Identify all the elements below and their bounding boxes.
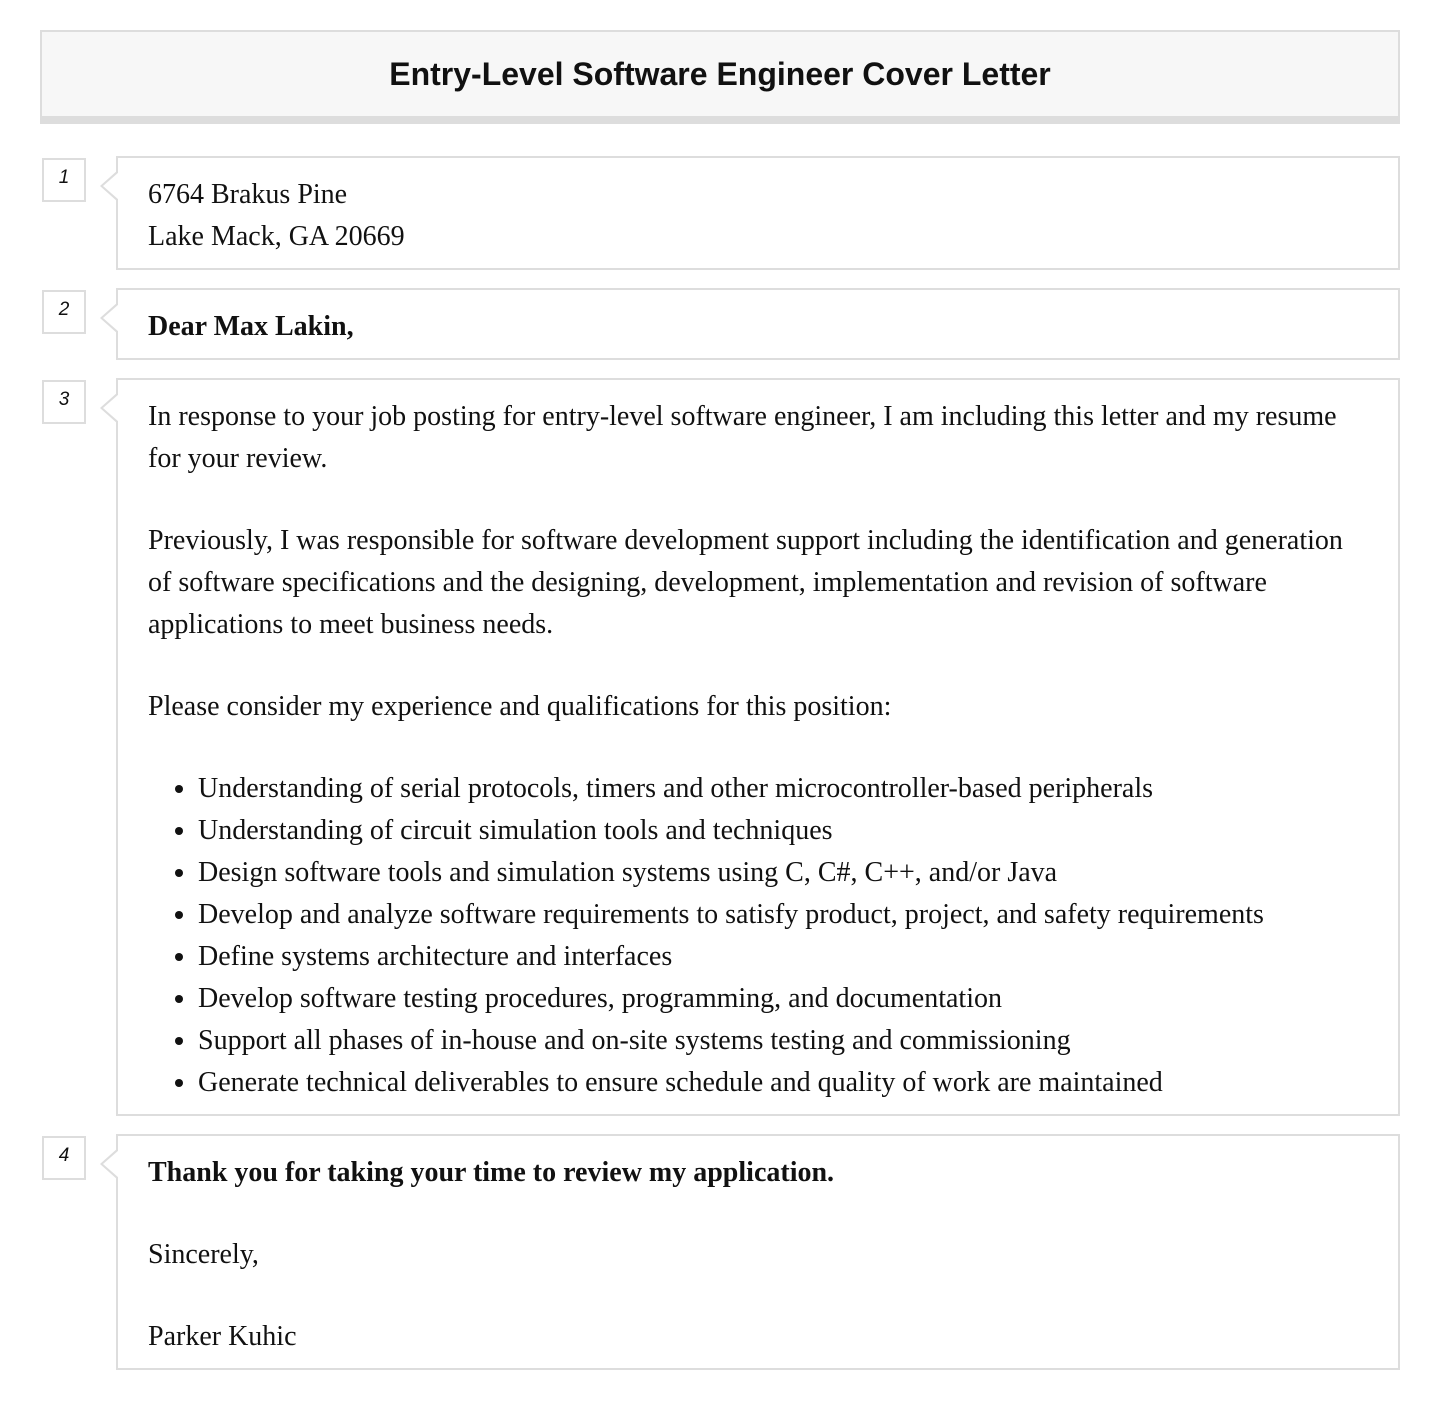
list-item: • Develop and analyze software requirements to satisfy product, project, and safety requirements	[198, 894, 1368, 936]
address-line-2: Lake Mack, GA 20669	[148, 221, 405, 252]
list-item: • Understanding of circuit simulation tools and techniques	[198, 810, 1368, 852]
intro-paragraph: In response to your job posting for entry-level software engineer, I am including this letter and my resume for your review.	[148, 401, 1337, 474]
section-number: 1	[42, 158, 86, 202]
page-title: Entry-Level Software Engineer Cover Letter	[389, 55, 1051, 92]
section-number: 3	[42, 380, 86, 424]
list-item: • Design software tools and simulation systems using C, C#, C++, and/or Java	[198, 852, 1368, 894]
section-content	[116, 378, 1400, 1116]
section-content	[116, 1134, 1400, 1370]
section-content	[116, 288, 1400, 360]
address-line-1: 6764 Brakus Pine	[148, 179, 348, 210]
qualifications-intro: Please consider my experience and qualifications for this position:	[148, 691, 892, 722]
qualifications-list	[148, 768, 1368, 1104]
list-item: • Develop software testing procedures, programming, and documentation	[198, 978, 1368, 1020]
section-content	[116, 156, 1400, 270]
list-item: • Define systems architecture and interfaces	[198, 936, 1368, 978]
signoff: Sincerely,	[148, 1239, 259, 1270]
signature-name: Parker Kuhic	[148, 1321, 297, 1352]
closing-statement: Thank you for taking your time to review my application.	[148, 1157, 835, 1188]
section-number: 2	[42, 290, 86, 334]
list-item: • Support all phases of in-house and on-site systems testing and commissioning	[198, 1020, 1368, 1062]
section-number: 4	[42, 1136, 86, 1180]
list-item: • Understanding of serial protocols, timers and other microcontroller-based peripherals	[198, 768, 1368, 810]
document-header	[40, 30, 1400, 124]
experience-paragraph: Previously, I was responsible for software development support including the identification and generation of software specifications and the designing, development, implementation and revision of software applications to meet business needs.	[148, 525, 1343, 640]
salutation: Dear Max Lakin,	[148, 311, 354, 342]
list-item: • Generate technical deliverables to ensure schedule and quality of work are maintained	[198, 1062, 1368, 1104]
